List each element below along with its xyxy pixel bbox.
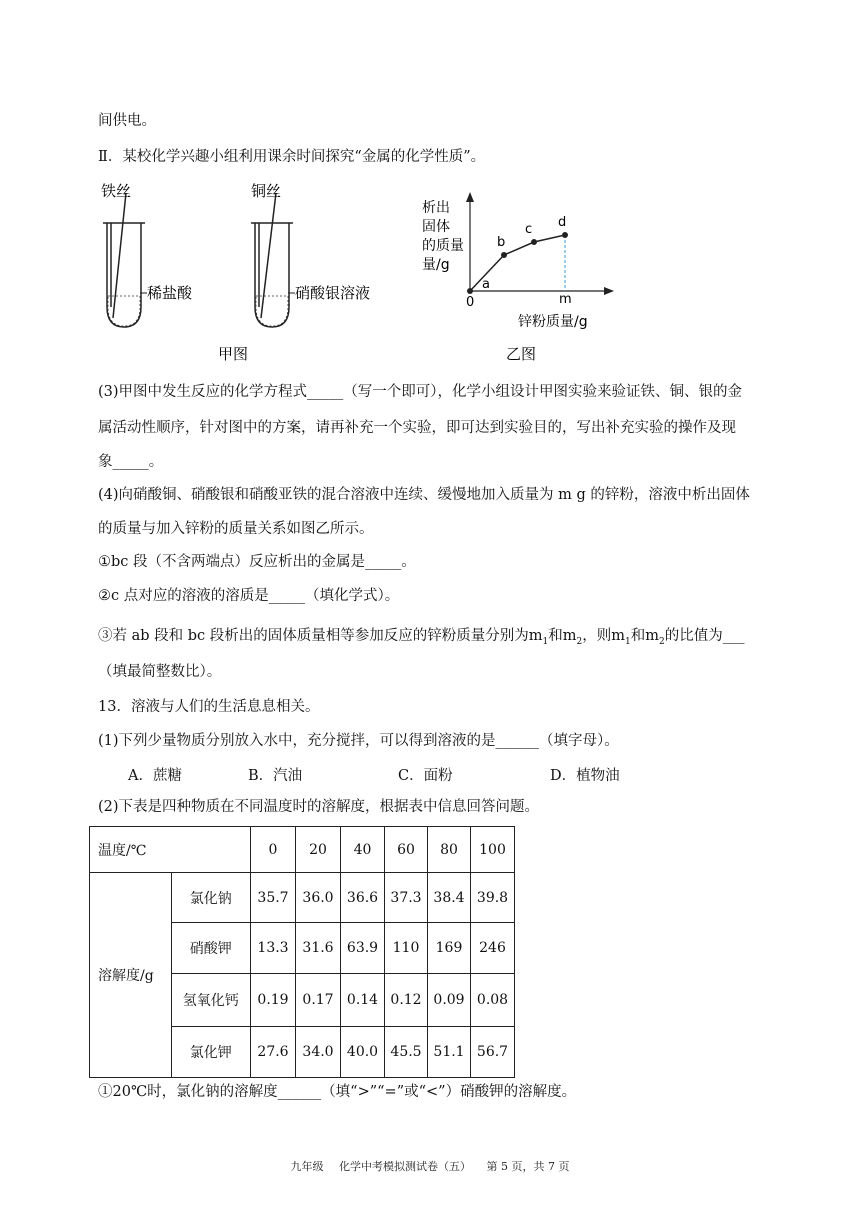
tube1-liquid-label: 稀盐酸 <box>147 284 193 302</box>
page-footer <box>0 1158 860 1174</box>
question-4-line-2: 的质量与加入锌粉的质量关系如图乙所示。 <box>98 521 374 537</box>
tube1-wire-label: 铁丝 <box>101 182 132 200</box>
row-label: 氢氧化钙 <box>171 974 251 1027</box>
row-label: 硝酸钾 <box>171 923 251 974</box>
group-label: 溶解度/g <box>90 873 172 1078</box>
footer-grade: 九年级 <box>290 1160 324 1173</box>
table-cell: 51.1 <box>428 1027 471 1078</box>
question-13-1: (1)下列少量物质分别放入水中，充分搅拌，可以得到溶液的是______（填字母）。 <box>98 733 619 749</box>
table-cell: 110 <box>385 923 428 974</box>
table-cell: 0.17 <box>296 974 341 1027</box>
table-cell: 56.7 <box>471 1027 515 1078</box>
table-header-row <box>90 827 515 873</box>
test-tube-2-liquid <box>256 296 288 326</box>
x-axis-label: 锌粉质量/g <box>518 314 588 330</box>
table-cell: 80 <box>428 827 471 873</box>
table-cell: 31.6 <box>296 923 341 974</box>
text-line: 间供电。 <box>98 113 156 129</box>
table-cell: 38.4 <box>428 873 471 923</box>
row-label: 氯化钾 <box>171 1027 251 1078</box>
table-cell: 40 <box>341 827 385 873</box>
point-c-label: c <box>525 222 533 237</box>
question-13-sub-1: ①20℃时，氯化钠的溶解度______（填“>”“=”或“<”）硝酸钾的溶解度。 <box>98 1084 577 1100</box>
origin-label: 0 <box>466 295 475 310</box>
sub-question-1: ①bc 段（不含两端点）反应析出的金属是_____。 <box>98 554 416 570</box>
point-c <box>531 239 537 245</box>
table-cell: 0.19 <box>251 974 296 1027</box>
table-cell: 100 <box>471 827 515 873</box>
sub-question-3-line-2: （填最简整数比）。 <box>98 664 222 680</box>
table-cell: 40.0 <box>341 1027 385 1078</box>
table-cell: 37.3 <box>385 873 428 923</box>
figure-jia-caption: 甲图 <box>218 345 249 363</box>
table-cell: 0.08 <box>471 974 515 1027</box>
point-d <box>562 232 568 238</box>
option-d: D．植物油 <box>550 768 620 784</box>
table-row <box>90 873 515 923</box>
question-13-title: 13．溶液与人们的生活息息相关。 <box>98 699 320 715</box>
y-axis-label-4: 量/g <box>422 257 450 273</box>
solubility-table <box>89 826 515 1078</box>
test-tube-2 <box>251 223 293 327</box>
x-mark-label: m <box>559 292 572 307</box>
footer-page: 第 5 页，共 7 页 <box>486 1160 570 1173</box>
sub-question-2: ②c 点对应的溶液的溶质是_____（填化学式）。 <box>98 588 400 604</box>
x-axis-arrow <box>604 287 614 295</box>
y-axis-arrow <box>466 192 474 202</box>
y-axis-label-2: 固体 <box>422 219 450 235</box>
table-cell: 34.0 <box>296 1027 341 1078</box>
question-13-2: (2)下表是四种物质在不同温度时的溶解度，根据表中信息回答问题。 <box>98 799 540 815</box>
table-cell: 246 <box>471 923 515 974</box>
point-b-label: b <box>497 235 506 250</box>
table-cell: 13.3 <box>251 923 296 974</box>
table-cell: 0.14 <box>341 974 385 1027</box>
test-tube-1 <box>103 223 145 327</box>
tube2-liquid-label: 硝酸银溶液 <box>295 284 371 302</box>
option-c: C．面粉 <box>398 768 453 784</box>
table-cell: 35.7 <box>251 873 296 923</box>
sub-question-3: ③若 ab 段和 bc 段析出的固体质量相等参加反应的锌粉质量分别为$m_1$和$m_2$，则$m_1$和$m_2$的比值为___ <box>98 628 745 647</box>
point-d-label: d <box>558 215 567 230</box>
row-label: 氯化钠 <box>171 873 251 923</box>
question-3-line-1: (3)甲图中发生反应的化学方程式_____（写一个即可），化学小组设计甲图实验来验证铁、铜、银的金 <box>98 384 743 400</box>
table-cell: 0.09 <box>428 974 471 1027</box>
point-a-label: a <box>482 277 490 292</box>
figure-yi-caption: 乙图 <box>506 345 537 363</box>
section-heading: Ⅱ．某校化学兴趣小组利用课余时间探究“金属的化学性质”。 <box>98 149 486 165</box>
table-cell: 0.12 <box>385 974 428 1027</box>
table-cell: 0 <box>251 827 296 873</box>
figure-yi <box>420 188 630 368</box>
table-cell: 36.6 <box>341 873 385 923</box>
question-3-line-2: 属活动性顺序，针对图中的方案，请再补充一个实验，即可达到实验目的，写出补充实验的操作及现 <box>98 420 736 436</box>
iron-wire <box>113 193 126 318</box>
option-a: A．蔗糖 <box>128 768 182 784</box>
figure-jia <box>95 175 425 370</box>
option-b: B．汽油 <box>248 768 303 784</box>
point-b <box>501 252 507 258</box>
question-4-line-1: (4)向硝酸铜、硝酸银和硝酸亚铁的混合溶液中连续、缓慢地加入质量为 m g 的锌粉，溶液中析出固体 <box>98 487 750 503</box>
test-tube-1-liquid <box>108 296 140 326</box>
table-cell: 36.0 <box>296 873 341 923</box>
footer-title: 化学中考模拟测试卷（五） <box>339 1160 471 1173</box>
table-cell: 45.5 <box>385 1027 428 1078</box>
point-a <box>467 288 473 294</box>
copper-wire <box>261 193 276 318</box>
y-axis-label-1: 析出 <box>422 200 450 216</box>
table-cell: 27.6 <box>251 1027 296 1078</box>
table-cell: 63.9 <box>341 923 385 974</box>
table-cell: 169 <box>428 923 471 974</box>
table-cell: 60 <box>385 827 428 873</box>
y-axis-label-3: 的质量 <box>422 238 464 254</box>
table-cell: 39.8 <box>471 873 515 923</box>
table-cell: 20 <box>296 827 341 873</box>
table-header-label: 温度/℃ <box>90 827 251 873</box>
tube2-wire-label: 铜丝 <box>251 182 282 200</box>
question-3-line-3: 象_____。 <box>98 454 164 470</box>
